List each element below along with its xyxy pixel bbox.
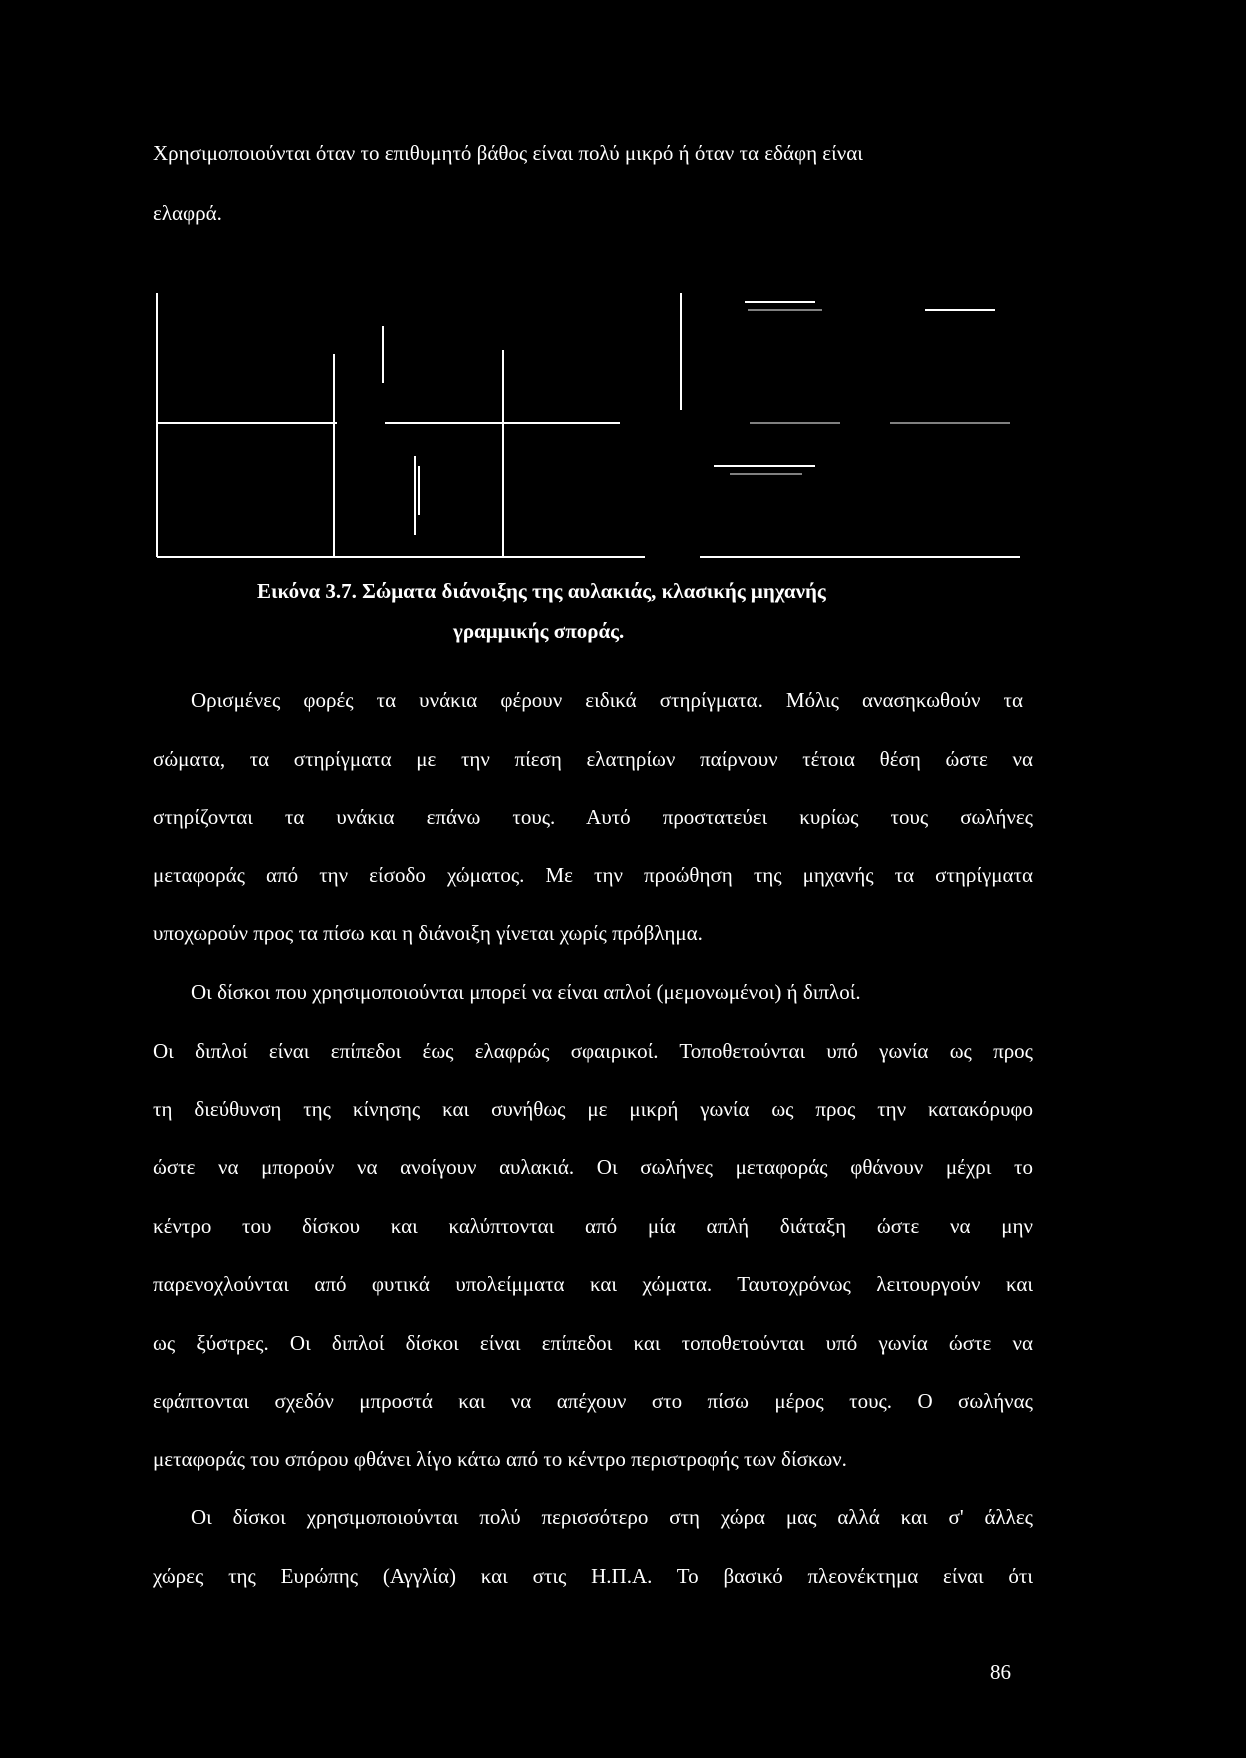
intro-line-2: ελαφρά. xyxy=(153,201,222,225)
figure-caption-line-2: γραμμικής σποράς. xyxy=(453,619,625,643)
intro-line-1: Χρησιμοποιούνται όταν το επιθυμητό βάθος είναι πολύ μικρό ή όταν τα εδάφη είναι xyxy=(153,141,863,165)
paragraph-2-line: ώστε να μπορούν να ανοίγουν αυλακιά. Οι σωλήνες μεταφοράς φθάνουν μέχρι το xyxy=(153,1155,1033,1179)
page-number: 86 xyxy=(990,1660,1011,1684)
paragraph-2-line: κέντρο του δίσκου και καλύπτονται από μία απλή διάταξη ώστε να μην xyxy=(153,1214,1033,1238)
paragraph-1-line: στηρίζονται τα υνάκια επάνω τους. Αυτό προστατεύει κυρίως τους σωλήνες xyxy=(153,805,1033,829)
paragraph-2-line: Οι διπλοί είναι επίπεδοι έως ελαφρώς σφαιρικοί. Τοποθετούνται υπό γωνία ως προς xyxy=(153,1039,1033,1063)
figure-caption-line-1: Εικόνα 3.7. Σώματα διάνοιξης της αυλακιάς, κλασικής μηχανής xyxy=(257,579,826,603)
paragraph-2-line: εφάπτονται σχεδόν μπροστά και να απέχουν στο πίσω μέρος τους. Ο σωλήνας xyxy=(153,1389,1033,1413)
paragraph-1-line: σώματα, τα στηρίγματα με την πίεση ελατηρίων παίρνουν τέτοια θέση ώστε να xyxy=(153,747,1033,771)
paragraph-1-line: Ορισμένες φορές τα υνάκια φέρουν ειδικά στηρίγματα. Μόλις ανασηκωθούν τα xyxy=(191,688,1023,712)
paragraph-2-line: Οι δίσκοι που χρησιμοποιούνται μπορεί να είναι απλοί (μεμονωμένοι) ή διπλοί. xyxy=(191,980,861,1004)
furrow-opener-figure xyxy=(0,0,1246,580)
paragraph-2-line: παρενοχλούνται από φυτικά υπολείμματα και χώματα. Ταυτοχρόνως λειτουργούν και xyxy=(153,1272,1033,1296)
paragraph-1-line: υποχωρούν προς τα πίσω και η διάνοιξη γίνεται χωρίς πρόβλημα. xyxy=(153,921,703,945)
paragraph-1-line: μεταφοράς από την είσοδο χώματος. Με την προώθηση της μηχανής τα στηρίγματα xyxy=(153,863,1033,887)
paragraph-3-line: Οι δίσκοι χρησιμοποιούνται πολύ περισσότερο στη χώρα μας αλλά και σ' άλλες xyxy=(191,1505,1033,1529)
paragraph-3-line: χώρες της Ευρώπης (Αγγλία) και στις Η.Π.Α. Το βασικό πλεονέκτημα είναι ότι xyxy=(153,1564,1033,1588)
paragraph-2-line: μεταφοράς του σπόρου φθάνει λίγο κάτω από το κέντρο περιστροφής των δίσκων. xyxy=(153,1447,847,1471)
paragraph-2-line: ως ξύστρες. Οι διπλοί δίσκοι είναι επίπεδοι και τοποθετούνται υπό γωνία ώστε να xyxy=(153,1331,1033,1355)
paragraph-2-line: τη διεύθυνση της κίνησης και συνήθως με μικρή γωνία ως προς την κατακόρυφο xyxy=(153,1097,1033,1121)
